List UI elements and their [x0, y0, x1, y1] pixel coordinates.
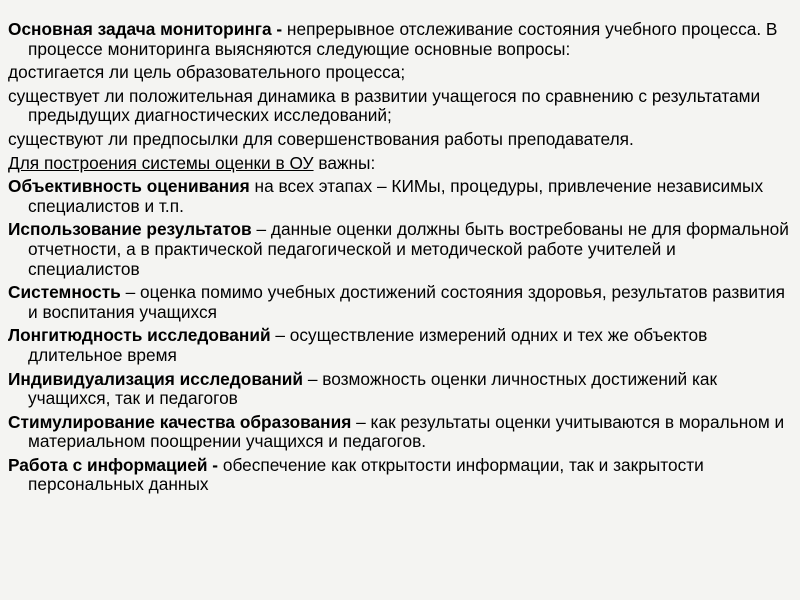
question-text: существуют ли предпосылки для совершенствования работы преподавателя.: [8, 128, 634, 149]
principle-text: обеспечение как открытости информации, так и закрытости персональных данных: [28, 454, 704, 495]
system-heading-rest: важны:: [313, 152, 376, 173]
principle-term: Лонгитюдность исследований: [8, 325, 271, 346]
question-text: существует ли положительная динамика в развитии учащегося по сравнению с результатами предыдущих диагностических исследований;: [8, 85, 761, 126]
principle-term: Работа с информацией -: [8, 454, 219, 475]
principle-term: Стимулирование качества образования: [8, 411, 352, 432]
question-item: [8, 63, 792, 83]
question-item: [8, 87, 792, 126]
principle-item: [8, 413, 792, 452]
principle-term: Объективность оценивания: [8, 176, 250, 197]
principle-text: – данные оценки должны быть востребованы не для формальной отчетности, а в практической педагогической и методической работе учителей и специалистов: [28, 219, 789, 279]
principle-text: – осуществление измерений одних и тех же объектов длительное время: [28, 325, 708, 365]
slide-text-body: [8, 20, 792, 499]
principle-term: Индивидуализация исследований: [8, 368, 304, 389]
system-heading-underlined: Для построения системы оценки в ОУ: [8, 152, 314, 173]
principle-item: [8, 283, 792, 322]
principle-term: Использование результатов: [8, 219, 252, 240]
question-text: достигается ли цель образовательного процесса;: [8, 62, 406, 83]
principle-item: [8, 220, 792, 279]
system-heading: [8, 154, 792, 174]
principle-item: [8, 177, 792, 216]
principle-item: [8, 456, 792, 495]
principle-text: – оценка помимо учебных достижений состояния здоровья, результатов развития и воспитания учащихся: [28, 282, 786, 322]
principle-text: – как результаты оценки учитываются в моральном и материальном поощрении учащихся и педагогов.: [28, 411, 785, 452]
intro-paragraph: [8, 20, 792, 59]
principle-text: – возможность оценки личностных достижений как учащихся, так и педагогов: [28, 368, 718, 409]
question-item: [8, 130, 792, 150]
principle-text: на всех этапах – КИМы, процедуры, привлечение независимых специалистов и т.п.: [28, 176, 764, 216]
intro-lead-text: непрерывное отслеживание состояния учебного процесса. В процессе мониторинга выясняются следующие основные вопросы:: [28, 19, 778, 59]
principle-item: [8, 370, 792, 409]
intro-lead-term: Основная задача мониторинга -: [8, 19, 283, 39]
principle-term: Системность: [8, 282, 121, 303]
principle-item: [8, 326, 792, 365]
